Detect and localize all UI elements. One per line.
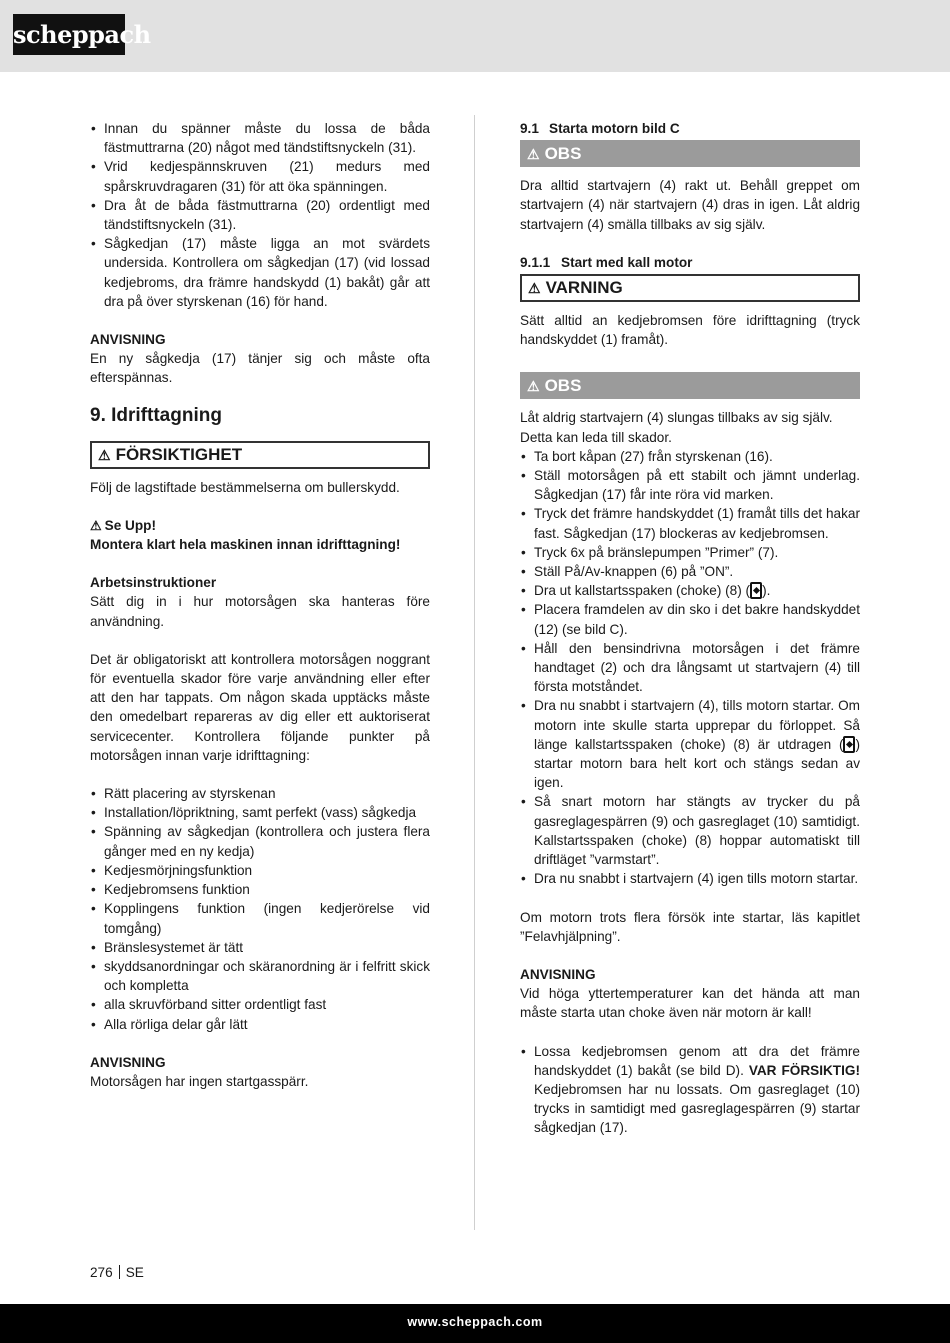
seupp-title: Se Upp! [104,517,157,533]
warning-triangle-icon: ⚠ [90,517,102,533]
list-item: • skyddsanordningar och skäranordning är i felfritt skick och kompletta [90,957,430,995]
obs-label: OBS [544,376,582,396]
caution-text: Följ de lagstiftade bestämmelserna om bullerskydd. [90,479,400,495]
work-instructions-title: Arbetsinstruktioner [90,575,217,591]
step-text: Kedjebromsen har nu lossats. Om gasreglaget (10) trycks in samtidigt med gasreglagespärren (9) startar sågkedjan (17). [534,1081,860,1136]
warning-triangle-icon: ⚠ [98,446,111,463]
work-instructions-text: Sätt dig in i hur motorsågen ska hanteras före användning. [90,594,430,629]
step-text: Dra ut kallstartsspaken (choke) (8) ( [534,583,751,599]
list-item: • Dra nu snabbt i startvajern (4) igen tills motorn startar. [520,869,860,888]
subsection-title: Start med kall motor [561,254,693,270]
seupp-text: Montera klart hela maskinen innan idrifttagning! [90,537,401,553]
page-number-value: 276 [90,1265,113,1280]
list-item: • Rätt placering av styrskenan [90,784,430,803]
caution-box [90,441,430,469]
step-text: ). [762,583,771,599]
warning-triangle-icon: ⚠ [527,378,540,395]
subsection-heading [520,119,860,138]
note-text: Motorsågen har ingen startgasspärr. [90,1073,309,1089]
warning-triangle-icon: ⚠ [528,280,541,297]
page-number-separator [119,1265,120,1279]
left-column [90,119,430,1091]
list-item: • Ställ På/Av-knappen (6) på ”ON”. [520,562,860,581]
language-code: SE [125,1265,144,1280]
obs-text: Dra alltid startvajern (4) rakt ut. Behåll greppet om startvajern (4) när startvajern (4) dras in igen. Låt aldrig startvajern (4) smälla tillbaks av sig själv. [520,178,860,232]
page-footer [0,1304,950,1343]
list-item: • Innan du spänner måste du lossa de båda fästmuttrarna (20) något med tändstiftsnyckeln (31). [90,119,430,157]
note-text: Vid höga yttertemperaturer kan det hända att man måste starta utan choke även när motorn är kall! [520,986,860,1021]
note-text: En ny sågkedja (17) tänjer sig och måste ofta efterspännas. [90,351,430,386]
right-column [520,119,860,1138]
obs-label: OBS [544,144,582,164]
warning-box [520,274,860,302]
warning-label: VARNING [545,278,623,298]
troubleshoot-text: Om motorn trots flera försök inte startar, läs kapitlet ”Felavhjälpning”. [520,909,860,944]
obs-text: Låt aldrig startvajern (4) slungas tillbaks av sig själv. Detta kan leda till skador. [520,410,833,445]
column-divider [474,115,475,1230]
step-text: Lossa kedjebromsen genom att dra det främre handskyddet (1) bakåt (se bild D). [534,1043,860,1078]
warning-text: Sätt alltid an kedjebromsen före idrifttagning (tryck handskyddet (1) framåt). [520,313,860,348]
tension-steps-list [90,119,430,311]
list-item: • Håll den bensindrivna motorsågen i det främre handtaget (2) och dra långsamt ut startvajern (4) till första motståndet. [520,639,860,697]
page-number [90,1265,144,1280]
subsection-title: Starta motorn bild C [549,121,680,136]
list-item: • Tryck 6x på bränslepumpen ”Primer” (7). [520,543,860,562]
choke-icon [843,736,855,753]
list-item: • Sågkedjan (17) måste ligga an mot svärdets undersida. Kontrollera om sågkedjan (17) (vid lossad kedjebroms, dra främre handskydd (1) bakåt) går att dra på över styrskenan (16) för hand. [90,234,430,311]
caution-label: FÖRSIKTIGHET [115,444,243,464]
list-item: • Kopplingens funktion (ingen kedjerörelse vid tomgång) [90,899,430,937]
list-item [520,696,860,792]
step-text: Dra nu snabbt i startvajern (4), tills motorn startar. Om motorn inte skulle starta upprepar du förloppet. Så länge kallstartsspaken (choke) (8) är utdragen ( [534,698,860,752]
list-item: • Kedjesmörjningsfunktion [90,861,430,880]
step-text: ) startar motorn bara helt kort och stängs sedan av igen. [534,736,860,791]
brake-release-list [520,1042,860,1138]
section-title: 9. Idrifttagning [90,404,222,426]
list-item: • Ta bort kåpan (27) från styrskenan (16). [520,447,860,466]
list-item: • Kedjebromsens funktion [90,880,430,899]
subsection-heading [520,253,860,272]
obs-box [520,372,860,399]
list-item: • Vrid kedjespännskruven (21) medurs med spårskruvdragaren (31) för att öka spänningen. [90,157,430,195]
list-item: • Ställ motorsågen på ett stabilt och jämnt underlag. Sågkedjan (17) får inte röra vid marken. [520,466,860,504]
caution-emphasis: VAR FÖRSIKTIG! [748,1062,860,1078]
note-title: ANVISNING [520,966,596,982]
page-header [0,0,950,72]
choke-icon [750,582,762,599]
list-item: • Tryck det främre handskyddet (1) framåt tills det hakar fast. Sågkedjan (17) blockeras av kedjebromsen. [520,504,860,542]
warning-triangle-icon: ⚠ [527,146,540,163]
list-item: • Bränslesystemet är tätt [90,938,430,957]
brand-logo: scheppach [13,14,125,55]
obs-box [520,140,860,167]
inspection-checklist [90,784,430,1034]
list-item: • Alla rörliga delar går lätt [90,1015,430,1034]
cold-start-steps [520,447,860,889]
list-item: • Placera framdelen av din sko i det bakre handskyddet (12) (se bild C). [520,600,860,638]
list-item: • Spänning av sågkedjan (kontrollera och justera flera gånger med en ny kedja) [90,822,430,860]
list-item: • Dra åt de båda fästmuttrarna (20) ordentligt med tändstiftsnyckeln (31). [90,196,430,234]
inspection-text: Det är obligatoriskt att kontrollera motorsågen noggrant för eventuella skador före varje användning eller efter att den har tappats. Om någon skada upptäcks måste den omedelbart repareras av dig eller ett auktoriserat servicecenter. Kontrollera följande punkter på motorsågen innan varje idrifttagning: [90,651,430,763]
list-item: • Så snart motorn har stängts av trycker du på gasreglagespärren (9) och gasreglaget (10) samtidigt. Kallstartsspaken (choke) (8) hoppar automatiskt till driftläget ”varmstart”. [520,792,860,869]
subsection-number: 9.1.1 [520,254,551,270]
list-item: • alla skruvförband sitter ordentligt fast [90,995,430,1014]
subsection-number: 9.1 [520,121,539,136]
list-item [520,1042,860,1138]
note-title: ANVISNING [90,1054,166,1070]
website-link[interactable]: www.scheppach.com [407,1315,543,1329]
list-item: • Installation/löpriktning, samt perfekt (vass) sågkedja [90,803,430,822]
note-title: ANVISNING [90,332,166,348]
seupp-heading [90,516,430,535]
list-item [520,581,860,600]
